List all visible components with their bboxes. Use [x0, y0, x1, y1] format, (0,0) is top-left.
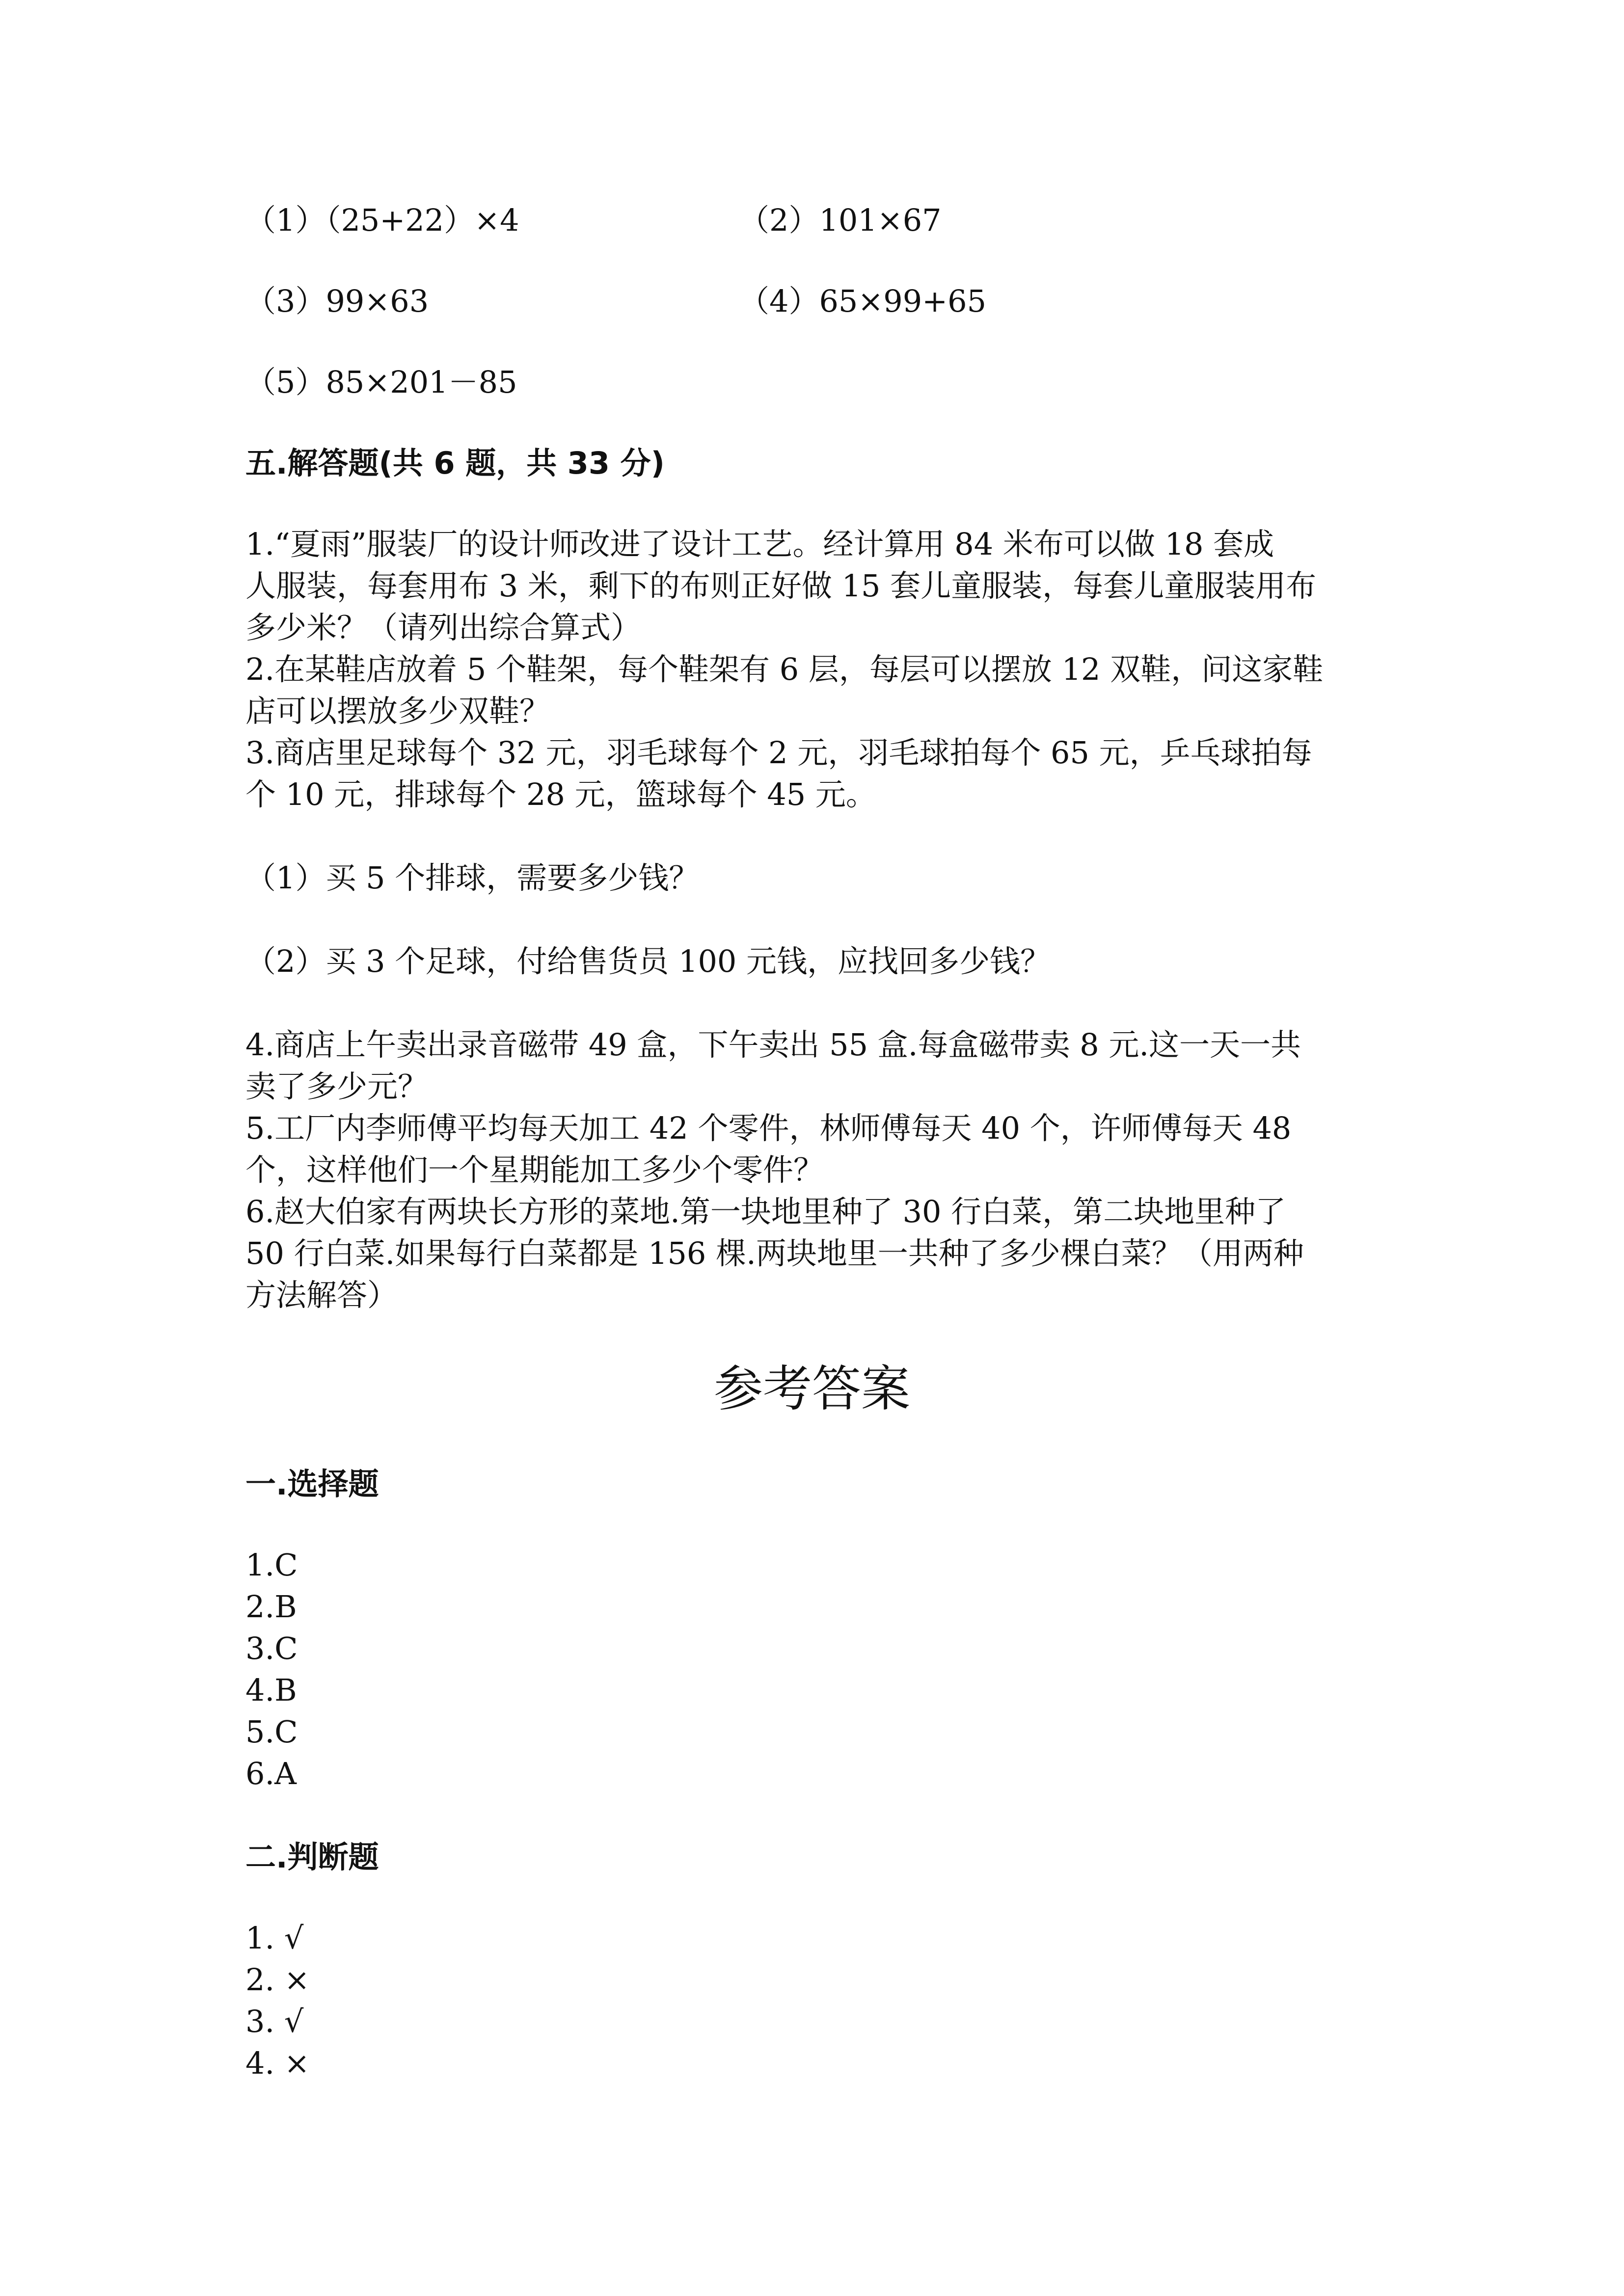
calc-item-4: （4）65×99+65 — [739, 283, 987, 319]
answer-item: 1.C — [245, 1547, 298, 1583]
answer-item: 3. √ — [245, 2003, 304, 2039]
answers-section-1-heading: 一.选择题 — [245, 1466, 379, 1502]
problem-line: 5.工厂内李师傅平均每天加工 42 个零件，林师傅每天 40 个，许师傅每天 48 — [245, 1110, 1292, 1146]
problem-subitem: （2）买 3 个足球，付给售货员 100 元钱，应找回多少钱？ — [245, 943, 1051, 979]
answer-item: 2. × — [245, 1962, 310, 1998]
problem-line: 2.在某鞋店放着 5 个鞋架，每个鞋架有 6 层，每层可以摆放 12 双鞋，问这家鞋 — [245, 651, 1324, 687]
calc-item-3: （3）99×63 — [245, 283, 429, 319]
calc-item-5: （5）85×201－85 — [245, 364, 517, 400]
problem-line: 6.赵大伯家有两块长方形的菜地.第一块地里种了 30 行白菜，第二块地里种了 — [245, 1194, 1286, 1229]
problem-line: 人服装，每套用布 3 米，剩下的布则正好做 15 套儿童服装，每套儿童服装用布 — [245, 568, 1317, 604]
answer-item: 6.A — [245, 1756, 297, 1791]
problem-line: 3.商店里足球每个 32 元，羽毛球每个 2 元，羽毛球拍每个 65 元，乒乓球拍每 — [245, 735, 1312, 771]
problem-line: 1.“夏雨”服装厂的设计师改进了设计工艺。经计算用 84 米布可以做 18 套成 — [245, 526, 1274, 562]
answer-key-title: 参考答案 — [714, 1360, 910, 1417]
answer-item: 1. √ — [245, 1920, 304, 1956]
answer-item: 4.B — [245, 1672, 297, 1708]
calc-item-1: （1）（25+22）×4 — [245, 202, 519, 238]
problem-line: 50 行白菜.如果每行白菜都是 156 棵.两块地里一共种了多少棵白菜？（用两种 — [245, 1235, 1304, 1271]
problem-line: 方法解答） — [245, 1277, 398, 1313]
problem-line: 个 10 元，排球每个 28 元，篮球每个 45 元。 — [245, 776, 876, 812]
calc-item-2: （2）101×67 — [739, 202, 942, 238]
problem-line: 卖了多少元？ — [245, 1068, 429, 1104]
answers-section-2-heading: 二.判断题 — [245, 1839, 379, 1875]
problem-line: 多少米？（请列出综合算式） — [245, 610, 642, 645]
problem-subitem: （1）买 5 个排球，需要多少钱？ — [245, 860, 700, 896]
answer-item: 4. × — [245, 2045, 310, 2081]
answer-item: 2.B — [245, 1589, 297, 1625]
answer-item: 3.C — [245, 1630, 298, 1666]
problem-line: 个，这样他们一个星期能加工多少个零件？ — [245, 1152, 824, 1188]
problem-line: 4.商店上午卖出录音磁带 49 盒，下午卖出 55 盒.每盒磁带卖 8 元.这一天一共 — [245, 1027, 1301, 1063]
answer-item: 5.C — [245, 1714, 298, 1750]
problem-line: 店可以摆放多少双鞋？ — [245, 693, 550, 729]
section-5-heading: 五.解答题(共 6 题，共 33 分) — [245, 445, 665, 481]
